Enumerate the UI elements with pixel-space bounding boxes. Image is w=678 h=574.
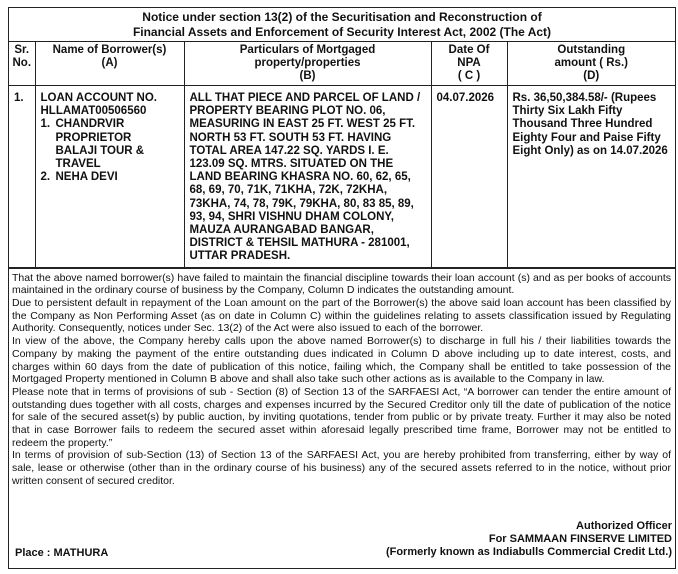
borrower-table (9, 42, 675, 268)
col-header-npa: Date Of NPA ( C ) (431, 42, 507, 86)
col-header-borrower: Name of Borrower(s) (A) (35, 42, 184, 86)
paragraph: In view of the above, the Company hereby calls upon the above named Borrower(s) to discharge in full his / their liabilities towards the Company by making the payment of the entire outstanding dues indicated in Column D above including up to date interest, costs, and charges within 60 days from the date of publication of this notice, failing which, the Company shall be entitled to take possession of the Mortgaged Property mentioned in Column B above and shall also take such other actions as is available to the Company in law. (12, 335, 671, 386)
header-line-2: Financial Assets and Enforcement of Security Interest Act, 2002 (The Act) (132, 25, 552, 39)
signature-title: Authorized Officer (576, 520, 672, 532)
cell-amount: Rs. 36,50,384.58/- (Rupees Thirty Six Lakh Fifty Thousand Three Hundred Eighty Four and Paise Fifty Eight Only) as on 14.07.2026 (507, 86, 675, 268)
paragraph: In terms of provision of sub-Section (13) of Section 13 of the SARFAESI Act, you are hereby prohibited from transferring, either by way of sale, lease or otherwise (other than in the ordinary course of his business) any of the secured assets referred to in the notice, without prior written consent of secured creditor. (12, 449, 671, 487)
cell-npa-date: 04.07.2026 (431, 86, 507, 268)
paragraph: Please note that in terms of provisions of sub - Section (8) of Section 13 of the SARFAESI Act, “A borrower can tender the entire amount of outstanding dues together with all costs, charges and expenses incurred by the Secured Creditor only till the date of publication of the notice for sale of the secured asset(s) by public auction, by inviting quotations, tender from public or by private treaty. Further it may also be noted that in case Borrower fails to redeem the secured asset within aforesaid legally prescribed time frame, Borrower may not be entitled to redeem the property.” (12, 385, 671, 449)
header-line-1: Notice under section 13(2) of the Securitisation and Reconstruction of (142, 10, 542, 24)
cell-sr: 1. (9, 86, 35, 268)
paragraph: Due to persistent default in repayment of the Loan amount on the part of the Borrower(s) the above said loan account has been classified by the Company as Non Performing Asset (as on date in Column C) within the guidelines relating to assets classification issued by Regulating Authority. Consequently, notices under Sec. 13(2) of the Act were also issued to each of the borrower. (12, 297, 671, 335)
paragraph: That the above named borrower(s) have failed to maintain the financial discipline towards their loan account (s) and as per books of accounts maintained in the ordinary course of business by the Company, Column D indicates the outstanding amount. (12, 271, 671, 297)
signature-company: For SAMMAAN FINSERVE LIMITED (488, 533, 672, 545)
table-row (9, 86, 675, 268)
list-item: 2. NEHA DEVI (40, 171, 118, 184)
place: Place : MATHURA (15, 547, 109, 559)
borrower-list (41, 118, 180, 184)
loan-label: LOAN ACCOUNT NO. (40, 92, 157, 104)
col-header-amount: Outstanding amount ( Rs.) (D) (507, 42, 675, 86)
signature-block (386, 520, 672, 559)
signature-formerly: (Formerly known as Indiabulls Commercial Credit Ltd.) (385, 546, 672, 558)
col-header-sr: Sr. No. (9, 42, 35, 86)
cell-borrower (35, 86, 184, 268)
col-header-property: Particulars of Mortgaged property/properties (B) (184, 42, 431, 86)
loan-number: HLLAMAT00506560 (40, 105, 147, 118)
cell-property: ALL THAT PIECE AND PARCEL OF LAND / PROPERTY BEARING PLOT NO. 06, MEASURING IN EAST 25 FT. WEST 25 FT. NORTH 53 FT. SOUTH 53 FT. HAVING TOTAL AREA 147.22 SQ. YARDS I. E. 123.09 SQ. MTRS. SITUATED ON THE LAND BEARING KHASRA NO. 60, 62, 65, 68, 69, 70, 71K, 71KHA, 72K, 72KHA, 73KHA, 74, 78, 79K, 79KHA, 80, 83 85, 89, 93, 94, SHRI VISHNU DHAM COLONY, MAUZA AURANGABAD BANGAR, DISTRICT & TEHSIL MATHURA - 281001, UTTAR PRADESH. (184, 86, 431, 268)
notice-body (9, 268, 675, 488)
legal-notice (8, 7, 676, 569)
notice-header (9, 8, 675, 42)
list-item: 1. CHANDRVIR PROPRIETOR BALAJI TOUR & TRAVEL (40, 118, 145, 171)
table-header-row (9, 42, 675, 86)
